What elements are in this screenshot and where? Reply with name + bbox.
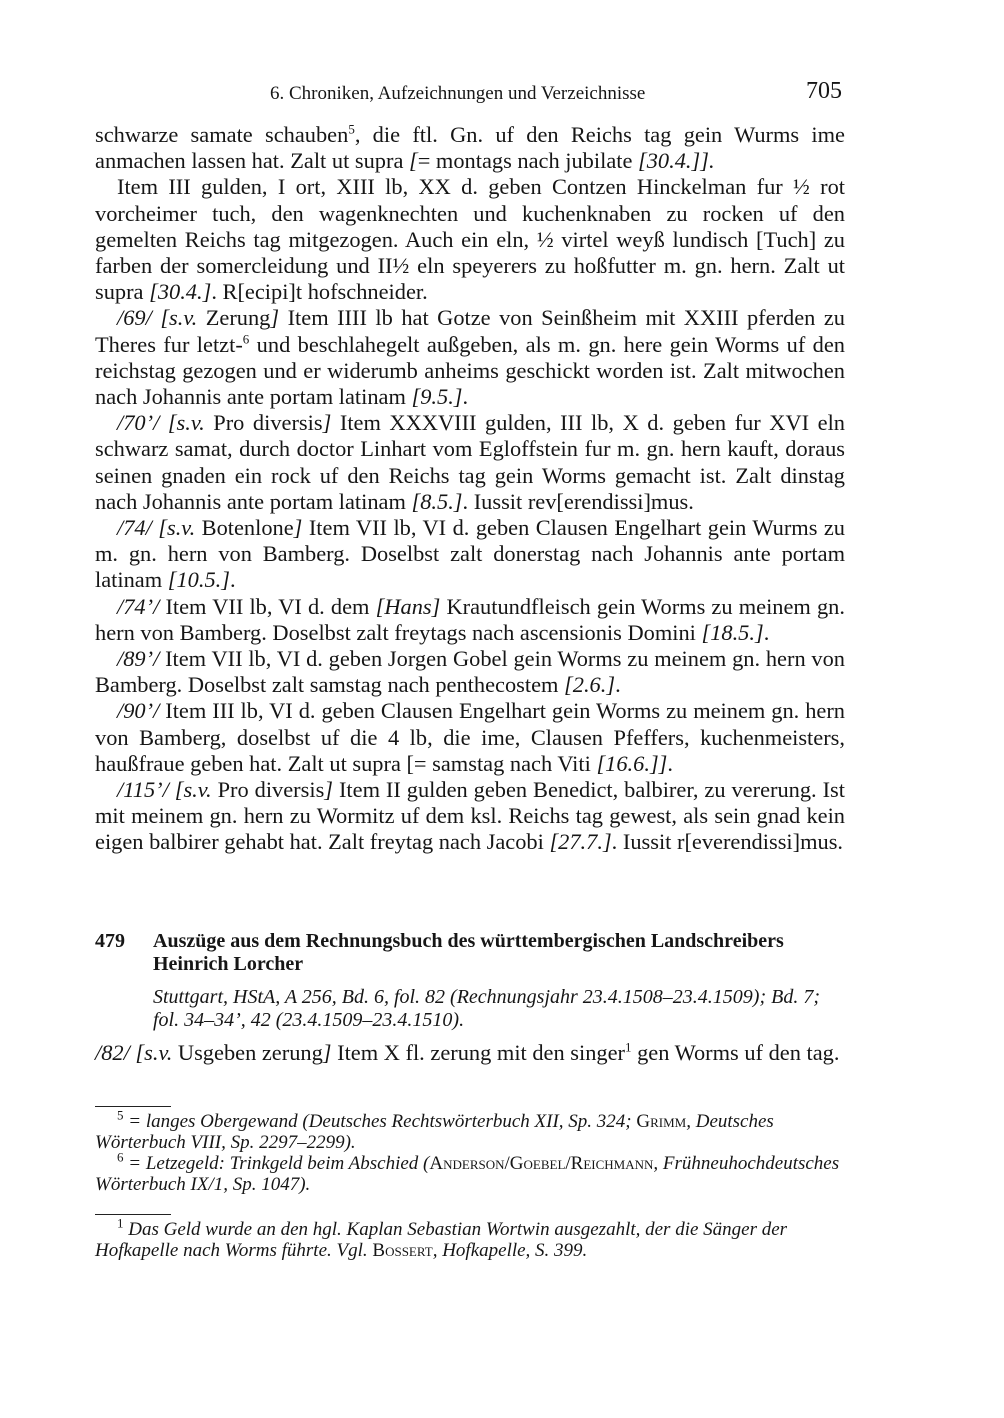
text-run: Item X fl. zerung mit den singer bbox=[331, 1040, 625, 1065]
date-annotation: [18.5.] bbox=[701, 619, 764, 645]
paragraph bbox=[95, 515, 845, 594]
date-annotation: [9.5.] bbox=[411, 384, 463, 410]
footnote-text: = Letzegeld: Trinkgeld beim Abschied ( bbox=[123, 1153, 430, 1174]
editorial-bracket: ] bbox=[324, 777, 334, 803]
text-run: Item VII lb, VI d. geben Jorgen Gobel gein Worms zu meinem gn. hern von Bamberg. Doselbst zalt samstag nach penthecostem bbox=[95, 646, 845, 698]
text-run: . Iussit r[everendissi]mus. bbox=[611, 829, 844, 855]
editorial-bracket: [ bbox=[408, 148, 418, 174]
rubric-label: Pro diversis bbox=[211, 777, 325, 803]
editorial-bracket: ] bbox=[270, 305, 280, 331]
text-run: . bbox=[763, 619, 770, 645]
paragraph bbox=[95, 305, 845, 410]
text-run: Item VII lb, VI d. geben Clausen Engelhart gein Wurms zu m. gn. hern von Bamberg. Doselbst zalt donerstag nach Johannis ante portam latinam bbox=[95, 515, 845, 593]
separator: / bbox=[504, 1153, 510, 1174]
section-title: Auszüge aus dem Rechnungsbuch des württembergischen Landschreibers Heinrich Lorcher bbox=[153, 930, 784, 975]
text-run: . bbox=[667, 750, 673, 776]
folio-reference: /82/ [s.v. bbox=[95, 1040, 173, 1065]
date-annotation: [30.4.]]. bbox=[638, 148, 715, 174]
date-annotation: [2.6.] bbox=[564, 672, 616, 698]
folio-reference: /69/ [s.v. bbox=[117, 305, 198, 331]
editorial-insertion: [Hans] bbox=[375, 593, 441, 619]
document-section-479 bbox=[95, 930, 845, 1066]
rubric-label: Zerung bbox=[197, 305, 271, 331]
footnote-number: 5 bbox=[117, 1107, 124, 1123]
footnote-text: , Deutsches Wörterbuch VIII, Sp. 2297–2299). bbox=[95, 1111, 774, 1153]
paragraph bbox=[95, 410, 845, 515]
section-body bbox=[95, 1040, 845, 1066]
running-header: 6. Chroniken, Aufzeichnungen und Verzeichnisse bbox=[270, 83, 646, 104]
editorial-bracket: ] bbox=[322, 410, 332, 436]
footnotes-chronicle bbox=[95, 1107, 845, 1195]
date-annotation: [30.4.] bbox=[149, 279, 212, 305]
text-run: . bbox=[229, 567, 236, 593]
text-run: und beschlahegelt außgeben, als m. gn. here gein Worms uf den reichstag gezogen und er widerumb anheims geschickt worden ist. Zalt mitwochen nach Johannis ante portam latinam bbox=[95, 331, 846, 410]
text-run: , die ftl. Gn. uf den Reichs tag gein Wurms ime anmachen lassen hat. Zalt ut supra bbox=[95, 122, 845, 174]
footnote-number: 6 bbox=[117, 1149, 124, 1165]
separator: / bbox=[565, 1153, 571, 1174]
footnote-text: = langes Obergewand (Deutsches Rechtswörterbuch XII, Sp. 324; bbox=[123, 1111, 637, 1132]
text-run: . R[ecipi]t hofschneider. bbox=[211, 279, 428, 305]
text-run: Item VII lb, VI d. dem bbox=[159, 593, 376, 619]
text-run: schwarze samate schauben bbox=[95, 122, 349, 147]
footnote bbox=[95, 1107, 845, 1153]
paragraph bbox=[95, 122, 845, 174]
footnote-number: 1 bbox=[117, 1215, 124, 1231]
footnotes-section bbox=[95, 1215, 845, 1261]
text-run: Item III lb, VI d. geben Clausen Engelhart gein Worms zu meinem gn. hern von Bamberg, doselbst uf die 4 lb, die ime, Clausen Pfeffers, kuchenmeisters, haußfraue geben hat. Zalt ut supra [= samstag nach Viti bbox=[95, 698, 845, 776]
date-annotation: [8.5.] bbox=[411, 488, 463, 514]
date-annotation: [10.5.] bbox=[167, 567, 230, 593]
footnote-ref[interactable]: 6 bbox=[242, 331, 250, 347]
author-name: Anderson bbox=[429, 1153, 505, 1174]
section-number: 479 bbox=[95, 930, 125, 952]
date-annotation: [27.7.] bbox=[549, 829, 612, 855]
rubric-label: Usgeben zerung bbox=[172, 1040, 323, 1065]
rubric-label: Pro diversis bbox=[204, 410, 323, 436]
chronicle-text bbox=[95, 122, 845, 856]
text-run: Item IIII lb hat Gotze von Seinßheim mit XXIII pferden zu Theres fur letzt- bbox=[95, 305, 845, 357]
paragraph bbox=[95, 777, 845, 856]
text-run: gen Worms uf den tag. bbox=[631, 1040, 840, 1065]
text-run: Item XXXVIII gulden, III lb, X d. geben fur XVI eln schwarz samat, durch doctor Linhart vom Egloffstein fur m. gn. hern kauft, doraus seinen gnaden ein rock uf den Reichs tag gein Worms gemacht ist. Zalt dinstag nach Johannis ante portam latinam bbox=[95, 410, 845, 514]
editorial-bracket: ] bbox=[293, 515, 303, 541]
footnote-text: , Hofkapelle, S. 399. bbox=[432, 1240, 588, 1261]
text-run: . bbox=[462, 384, 469, 410]
folio-reference: /74/ [s.v. bbox=[117, 515, 196, 541]
folio-reference: /115’/ [s.v. bbox=[117, 777, 212, 803]
date-annotation: [16.6.]] bbox=[596, 750, 668, 776]
paragraph bbox=[95, 698, 845, 777]
paragraph bbox=[95, 594, 845, 646]
text-run: Item III gulden, I ort, XIII lb, XX d. geben Contzen Hinckelman fur ½ rot vorcheimer tuch, den wagenknechten und kuchenknaben zu rocken uf den gemelten Reichs tag mitgezogen. Auch ein eln, ½ virtel weyß lundisch [Tuch] zu farben der somercleidung und II½ eln speyerers zu hoßfutter m. gn. hern. Zalt ut supra bbox=[95, 174, 845, 305]
footnote-divider bbox=[95, 1106, 171, 1107]
footnote-ref[interactable]: 1 bbox=[625, 1039, 632, 1055]
folio-reference: /74’/ bbox=[117, 593, 160, 619]
text-run: Item II gulden geben Benedict, balbirer, zu vererung. Ist mit meinem gn. hern zu Wormitz uf dem ksl. Reichs tag gewest, als sein gnad kein eigen balbirer gehabt hat. Zalt freytag nach Jacobi bbox=[95, 777, 845, 855]
archival-source: Stuttgart, HStA, A 256, Bd. 6, fol. 82 (Rechnungsjahr 23.4.1508–23.4.1509); Bd. 7; fol. 34–34’, 42 (23.4.1509–23.4.1510). bbox=[153, 986, 821, 1031]
folio-reference: /70’/ [s.v. bbox=[117, 410, 205, 436]
text-run: Krautundfleisch gein Worms zu meinem gn. hern von Bamberg. Doselbst zalt freytags nach ascensionis Domini bbox=[95, 593, 845, 645]
footnote bbox=[95, 1149, 845, 1195]
author-name: Grimm bbox=[636, 1111, 687, 1132]
author-name: Goebel bbox=[509, 1153, 566, 1174]
author-name: Reichmann bbox=[570, 1153, 654, 1174]
footnote-text: Das Geld wurde an den hgl. Kaplan Sebastian Wortwin ausgezahlt, der die Sänger der Hofkapelle nach Worms führte. Vgl. bbox=[95, 1219, 788, 1261]
text-run: = montags nach jubilate bbox=[417, 148, 639, 174]
footnote-text: , Frühneuhochdeutsches Wörterbuch IX/1, Sp. 1047). bbox=[95, 1153, 840, 1195]
footnote bbox=[95, 1215, 845, 1261]
author-name: Bossert bbox=[372, 1240, 433, 1261]
folio-reference: /90’/ bbox=[117, 698, 160, 724]
paragraph bbox=[95, 646, 845, 698]
editorial-bracket: ] bbox=[322, 1040, 332, 1065]
rubric-label: Botenlone bbox=[195, 515, 294, 541]
paragraph bbox=[95, 174, 845, 305]
page-number: 705 bbox=[806, 78, 842, 104]
footnote-divider bbox=[95, 1214, 171, 1215]
text-run: . Iussit rev[erendissi]mus. bbox=[462, 488, 694, 514]
text-run: . bbox=[615, 672, 621, 698]
footnote-ref[interactable]: 5 bbox=[348, 121, 355, 137]
folio-reference: /89’/ bbox=[117, 646, 160, 672]
